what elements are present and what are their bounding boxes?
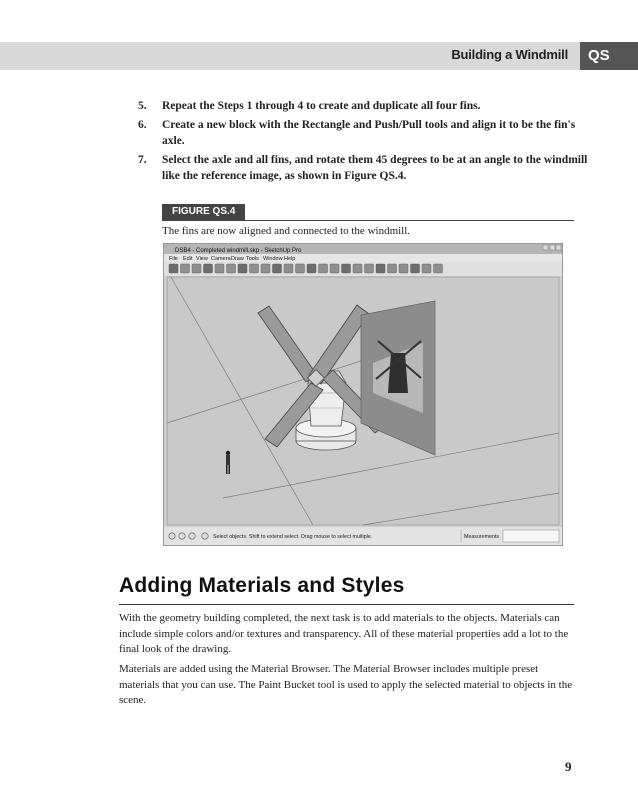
toolbar-tool-icon[interactable] [399,264,408,273]
paragraph: Materials are added using the Material Browser. The Material Browser includes multiple preset materials that you can use. The Paint Bucket tool is used to apply the selected material to objects in the scene. [119,663,573,706]
toolbar-tool-icon[interactable] [307,264,316,273]
toolbar-tool-icon[interactable] [181,264,190,273]
maximize-button[interactable] [550,245,555,250]
sketchup-screenshot [163,243,563,546]
menu-tools[interactable]: Tools [246,256,259,262]
chapter-tab: QS [580,42,638,70]
toolbar-tool-icon[interactable] [227,264,236,273]
close-button[interactable] [556,245,561,250]
step-number: 6. [138,119,147,131]
toolbar-tool-icon[interactable] [330,264,339,273]
chapter-title: Building a Windmill [451,47,568,62]
toolbar-tool-icon[interactable] [273,264,282,273]
figure-label-rule [162,204,574,221]
toolbar-tool-icon[interactable] [342,264,351,273]
toolbar-tool-icon[interactable] [319,264,328,273]
toolbar-tool-icon[interactable] [250,264,259,273]
section-rule [119,604,574,605]
step-number: 5. [138,100,147,112]
toolbar-tool-icon[interactable] [215,264,224,273]
status-icon[interactable] [189,533,195,539]
menu-file[interactable]: File [169,256,178,262]
toolbar-tool-icon[interactable] [353,264,362,273]
step-item [138,152,588,184]
toolbar-tool-icon[interactable] [238,264,247,273]
menu-camera[interactable]: Camera [211,256,231,262]
figure-label: FIGURE QS.4 [162,204,245,220]
step-text: Repeat the Steps 1 through 4 to create and duplicate all four fins. [162,100,481,112]
step-text: Select the axle and all fins, and rotate them 45 degrees to be at an angle to the windmill like the reference image, as shown in Figure QS.4. [162,154,588,182]
step-list [138,98,588,187]
menu-view[interactable]: View [196,256,208,262]
status-icon[interactable] [179,533,185,539]
toolbar-tool-icon[interactable] [422,264,431,273]
toolbar-tool-icon[interactable] [388,264,397,273]
window-title: DSB4 - Completed windmill.skp - SketchUp Pro [175,248,302,254]
toolbar-tool-icon[interactable] [284,264,293,273]
toolbar-tool-icon[interactable] [434,264,443,273]
step-item [138,117,588,149]
toolbar-tool-icon[interactable] [376,264,385,273]
measurements-field[interactable] [503,530,559,542]
toolbar-tool-icon[interactable] [411,264,420,273]
figure-caption: The fins are now aligned and connected to the windmill. [162,225,411,237]
section-title: Adding Materials and Styles [119,574,405,597]
measurements-label: Measurements [464,534,500,540]
help-icon[interactable] [202,533,208,539]
toolbar-tool-icon[interactable] [296,264,305,273]
toolbar-tool-icon[interactable] [192,264,201,273]
menu-help[interactable]: Help [284,256,296,262]
menu-draw[interactable]: Draw [231,256,244,262]
page-number: 9 [565,759,572,774]
step-text: Create a new block with the Rectangle and Push/Pull tools and align it to be the fin's axle. [162,119,576,147]
step-item [138,98,588,114]
menu-window[interactable]: Window [263,256,283,262]
toolbar-tool-icon[interactable] [204,264,213,273]
toolbar-tool-icon[interactable] [365,264,374,273]
paragraph: With the geometry building completed, the next task is to add materials to the objects. Materials can include simple colors and/or textures and transparency. All of these material properties add a lot to the final look of the drawing. [119,612,569,655]
step-number: 7. [138,154,147,166]
status-icon[interactable] [169,533,175,539]
toolbar-tool-icon[interactable] [169,264,178,273]
minimize-button[interactable] [543,245,548,250]
menu-edit[interactable]: Edit [183,256,193,262]
status-text: Select objects. Shift to extend select. Drag mouse to select multiple. [213,534,373,540]
toolbar-tool-icon[interactable] [261,264,270,273]
